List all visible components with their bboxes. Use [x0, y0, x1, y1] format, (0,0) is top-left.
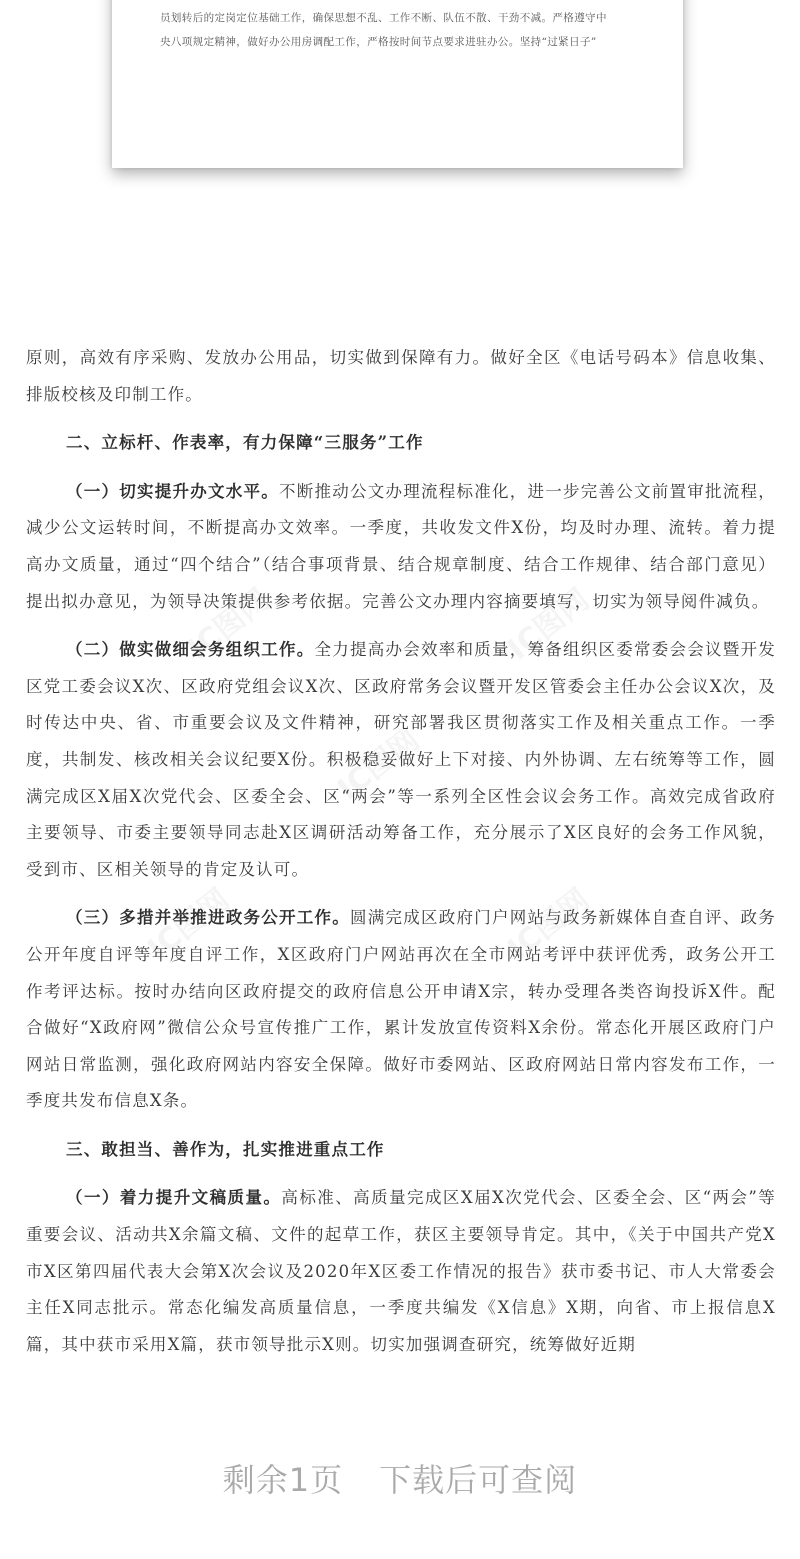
subsection-title: （一）切实提升办文水平。	[66, 481, 280, 501]
section-heading: 三、敢担当、善作为，扎实推进重点工作	[66, 1139, 385, 1159]
paragraph: 原则，高效有序采购、发放办公用品，切实做到保障有力。做好全区《电话号码本》信息收集、排版校核及印制工作。	[26, 348, 776, 404]
remaining-pages-label[interactable]: 剩余1页	[222, 1461, 344, 1499]
subsection-title: （二）做实做细会务组织工作。	[66, 640, 315, 660]
download-prompt[interactable]	[0, 1455, 800, 1501]
paragraph	[26, 632, 776, 888]
subsection-title: （三）多措并举推进政务公开工作。	[66, 908, 351, 928]
paragraph	[26, 900, 776, 1120]
section-heading: 二、立标杆、作表率，有力保障“三服务”工作	[66, 433, 424, 453]
preview-line: 央八项规定精神，做好办公用房调配工作，严格按时间节点要求进驻办公。坚持“过紧日子”	[160, 36, 597, 48]
paragraph-body: 全力提高办会效率和质量，筹备组织区委常委会会议暨开发区党工委会议X次、区政府党组会议X次、区政府常务会议暨开发区管委会主任办公会议X次，及时传达中央、省、市重要会议及文件精神，研究部署我区贯彻落实工作及相关重点工作。一季度，共制发、核改相关会议纪要X份。积极稳妥做好上下对接、内外协调、左右统筹等工作，圆满完成区X届X次党代会、区委全会、区“两会”等一系列全区性会议会务工作。高效完成省政府主要领导、市委主要领导同志赴X区调研活动筹备工作，充分展示了X区良好的会务工作风貌，受到市、区相关领导的肯定及认可。	[26, 640, 776, 879]
paragraph-body: 高标准、高质量完成区X届X次党代会、区委全会、区“两会”等重要会议、活动共X余篇文稿、文件的起草工作，获区主要领导肯定。其中，《关于中国共产党X市X区第四届代表大会第X次会议及2020年X区委工作情况的报告》获市委书记、市人大常委会主任X同志批示。常态化编发高质量信息，一季度共编发《X信息》X期，向省、市上报信息X篇，其中获市采用X篇，获市领导批示X则。切实加强调查研究，统筹做好近期	[26, 1188, 776, 1354]
document-preview-card	[112, 0, 683, 168]
subsection-title: （一）着力提升文稿质量。	[66, 1188, 282, 1208]
document-body	[26, 340, 776, 1363]
paragraph	[26, 474, 776, 620]
paragraph	[26, 1180, 776, 1363]
paragraph-body: 不断推动公文办理流程标准化，进一步完善公文前置审批流程，减少公文运转时间，不断提高办文效率。一季度，共收发文件X份，均及时办理、流转。着力提高办文质量，通过“四个结合”（结合事项背景、结合规章制度、结合工作规律、结合部门意见）提出拟办意见，为领导决策提供参考依据。完善公文办理内容摘要填写，切实为领导阅件减负。	[26, 481, 776, 611]
preview-text	[160, 6, 640, 54]
download-to-read-label[interactable]: 下载后可查阅	[379, 1461, 578, 1499]
paragraph-body: 圆满完成区政府门户网站与政务新媒体自查自评、政务公开年度自评等年度自评工作，X区政府门户网站再次在全市网站考评中获评优秀，政务公开工作考评达标。按时办结向区政府提交的政府信息公开申请X宗，转办受理各类咨询投诉X件。配合做好“X政府网”微信公众号宣传推广工作，累计发放宣传资料X余份。常态化开展区政府门户网站日常监测，强化政府网站内容安全保障。做好市委网站、区政府网站日常内容发布工作，一季度共发布信息X条。	[26, 908, 776, 1111]
preview-line: 员划转后的定岗定位基础工作，确保思想不乱、工作不断、队伍不散、干劲不减。严格遵守中	[160, 12, 607, 24]
